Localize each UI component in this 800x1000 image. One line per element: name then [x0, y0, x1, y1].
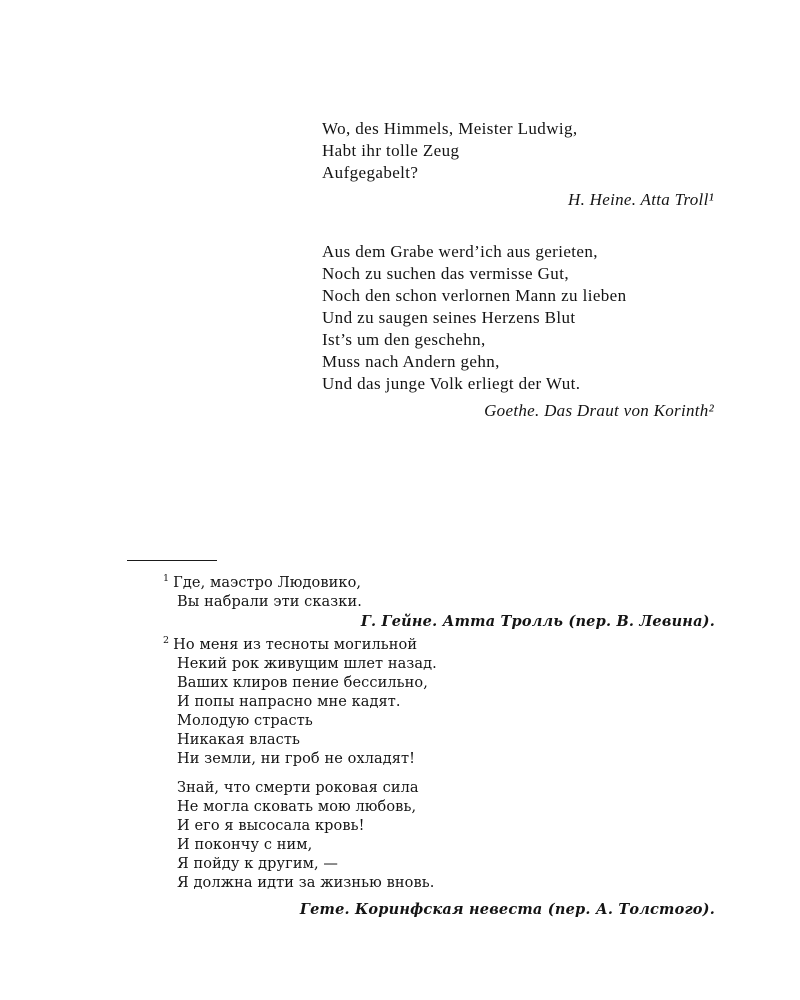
epigraph-line: Wo, des Himmels, Meister Ludwig, — [322, 119, 578, 138]
footnote-line: Не могла сковать мою любовь, — [177, 798, 417, 815]
footnote-line — [163, 631, 715, 655]
footnote-line: Некий рок живущим шлет назад. — [177, 655, 437, 672]
epigraph-goethe — [322, 241, 714, 422]
footnote-line: И покончу с ним, — [177, 836, 313, 853]
epigraph-attribution-heine: H. Heine. Atta Troll¹ — [568, 190, 714, 209]
epigraph-line: Aufgegabelt? — [322, 163, 419, 182]
epigraph-line: Noch den schon verlornen Mann zu lieben — [322, 286, 627, 305]
footnote-line: Ваших клиров пение бессильно, — [177, 674, 428, 691]
epigraph-line: Und zu saugen seines Herzens Blut — [322, 308, 576, 327]
epigraph-attribution-goethe: Goethe. Das Draut von Korinth² — [484, 401, 714, 420]
footnote-line: Молодую страсть — [177, 712, 313, 729]
footnote-marker-1: 1 — [163, 573, 170, 584]
footnote-line: Никакая власть — [177, 731, 300, 748]
footnote-line — [163, 569, 715, 593]
footnote-marker-2: 2 — [163, 634, 170, 646]
footnote-attribution-goethe: Гете. Коринфская невеста (пер. А. Толстого). — [299, 900, 715, 918]
footnote-attribution-heine: Г. Гейне. Атта Тролль (пер. В. Левина). — [360, 612, 715, 630]
footnote-2 — [163, 631, 715, 919]
footnote-section — [125, 560, 715, 919]
epigraph-line: Und das junge Volk erliegt der Wut. — [322, 374, 581, 393]
epigraph-line: Aus dem Grabe werd’ich aus gerieten, — [322, 242, 598, 261]
footnote-text: Где, маэстро Людовико, — [173, 574, 362, 591]
epigraph-line: Ist’s um den geschehn, — [322, 330, 486, 349]
footnote-line: И попы напрасно мне кадят. — [177, 693, 401, 710]
epigraph-section — [322, 118, 714, 422]
footnote-text: Но меня из тесноты могильной — [173, 636, 418, 653]
footnote-line: Ни земли, ни гроб не охладят! — [177, 750, 416, 767]
footnote-line: Вы набрали эти сказки. — [177, 593, 362, 610]
epigraph-line: Muss nach Andern gehn, — [322, 352, 500, 371]
footnote-line: Знай, что смерти роковая сила — [177, 779, 419, 796]
footnote-separator — [127, 560, 217, 561]
footnote-line: Я пойду к другим, — — [177, 855, 339, 872]
epigraph-line: Habt ihr tolle Zeug — [322, 141, 460, 160]
footnote-line: Я должна идти за жизнью вновь. — [177, 874, 435, 891]
footnote-1 — [163, 569, 715, 631]
epigraph-line: Noch zu suchen das vermisse Gut, — [322, 264, 569, 283]
stanza-break — [163, 769, 715, 779]
footnote-line: И его я высосала кровь! — [177, 817, 365, 834]
epigraph-heine — [322, 118, 714, 211]
